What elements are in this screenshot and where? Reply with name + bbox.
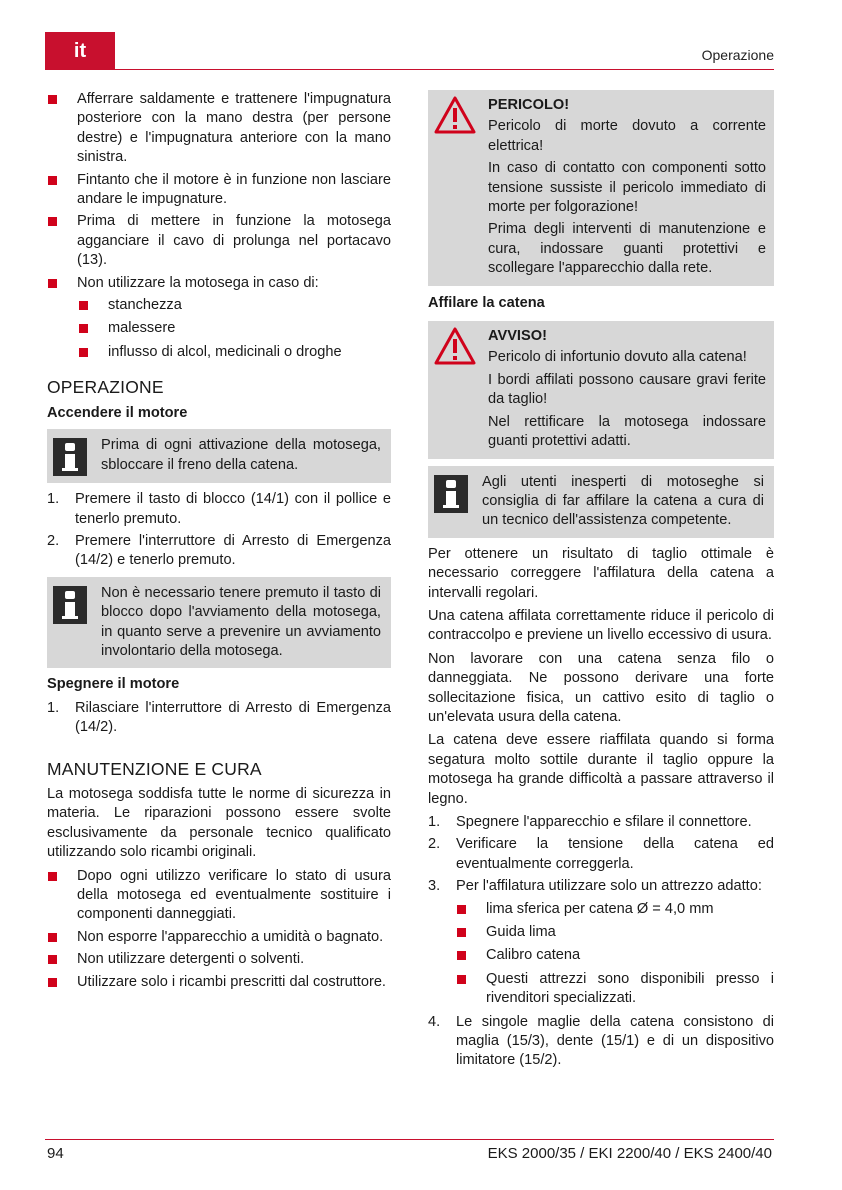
step-item: 2. Premere l'interruttore di Arresto di Emergenza (14/2) e tenerlo premuto. [47, 532, 391, 569]
start-motor-heading: Accendere il motore [47, 404, 188, 421]
paragraph: La catena deve essere riaffilata quando si forma segatura molto sottile durante il taglio oppure la motosega ha grande difficoltà a passare attraverso il legno. [428, 732, 774, 807]
left-column [47, 90, 391, 995]
step-item: 4. Le singole maglie della catena consistono di maglia (15/3), dente (15/1) e di un dispositivo limitatore (15/2). [428, 1013, 774, 1069]
list-item: Non utilizzare detergenti o solventi. [47, 950, 391, 969]
header-divider [45, 69, 774, 70]
tool-item: Calibro catena [456, 946, 774, 965]
list-item [47, 274, 391, 363]
sub-list-item: stanchezza [78, 296, 391, 315]
list-item-text: Non utilizzare la motosega in caso di: [77, 274, 319, 291]
section-title: Operazione [701, 47, 774, 63]
info-icon [53, 586, 87, 624]
info-note-sharpen [428, 466, 774, 538]
sub-list-item: malessere [78, 319, 391, 338]
manutenzione-heading: MANUTENZIONE E CURA [47, 758, 262, 779]
info-note-text: Non è necessario tenere premuto il tasto di blocco dopo l'avviamento della motosega, in quanto serve a prevenire un avviamento involontario della motosega. [101, 584, 381, 659]
danger-text: In caso di contatto con componenti sotto tensione sussiste il pericolo immediato di morte per folgorazione! [488, 160, 766, 216]
intro-bullet-list [47, 90, 391, 362]
sub-bullet-list [47, 296, 391, 362]
warning-triangle-icon [434, 327, 478, 454]
page-number: 94 [47, 1145, 64, 1162]
language-tab: it [45, 32, 115, 70]
step-item: 3. Per l'affilatura utilizzare solo un attrezzo adatto: lima sferica per catena Ø = 4,0 mm Guida lima Calibro catena Questi attrezzi sono disponibili presso i rivenditori specializzati. [428, 877, 774, 1008]
manutenzione-intro: La motosega soddisfa tutte le norme di sicurezza in materia. Le riparazioni possono essere svolte esclusivamente da personale tecnico qualificato utilizzando solo ricambi originali. [47, 785, 391, 861]
manutenzione-bullet-list [47, 867, 391, 992]
warning-text: Nel rettificare la motosega indossare guanti protettivi adatti. [488, 413, 766, 450]
info-note-brake [47, 429, 391, 483]
danger-text: Pericolo di morte dovuto a corrente elettrica! [488, 118, 766, 154]
sharpen-steps [428, 813, 774, 1071]
stop-steps [47, 699, 391, 738]
right-column [428, 90, 774, 1074]
operazione-heading: OPERAZIONE [47, 377, 164, 398]
warning-box [428, 321, 774, 458]
step-item: 2. Verificare la tensione della catena ed eventualmente correggerla. [428, 836, 774, 872]
warning-title: AVVISO! [488, 328, 547, 345]
list-item: Dopo ogni utilizzo verificare lo stato di usura della motosega ed eventualmente sostituire i componenti danneggiati. [47, 867, 391, 925]
step-item: 1. Premere il tasto di blocco (14/1) con il pollice e tenerlo premuto. [47, 491, 391, 527]
info-icon [53, 438, 87, 476]
footer-model-names: EKS 2000/35 / EKI 2200/40 / EKS 2400/40 [487, 1145, 772, 1162]
list-item: Afferrare saldamente e trattenere l'impugnatura posteriore con la mano destra (per persone destre) e l'impugnatura anteriore con la mano sinistra. [47, 90, 391, 168]
paragraph: Una catena affilata correttamente riduce il pericolo di contraccolpo e previene un livello eccessivo di usura. [428, 607, 774, 644]
warning-triangle-icon [434, 96, 478, 282]
info-icon [434, 475, 468, 513]
tool-item: lima sferica per catena Ø = 4,0 mm [456, 900, 774, 919]
tool-item: Questi attrezzi sono disponibili presso i rivenditori specializzati. [456, 970, 774, 1009]
step-item: 1. Spegnere l'apparecchio e sfilare il connettore. [428, 814, 752, 830]
step-item: 1. Rilasciare l'interruttore di Arresto di Emergenza (14/2). [47, 699, 391, 736]
paragraph: Per ottenere un risultato di taglio ottimale è necessario correggere l'affilatura della catena a intervalli regolari. [428, 545, 774, 601]
list-item: Utilizzare solo i ricambi prescritti dal costruttore. [47, 973, 391, 992]
stop-motor-heading: Spegnere il motore [47, 676, 180, 693]
danger-text: Prima degli interventi di manutenzione e cura, indossare guanti protettivi e scollegare l'apparecchio dalla rete. [488, 221, 766, 277]
footer-divider [45, 1139, 774, 1140]
info-note-text: Agli utenti inesperti di motoseghe si consiglia di far affilare la catena a cura di un tecnico dell'assistenza competente. [482, 473, 764, 529]
danger-box [428, 90, 774, 286]
list-item: Non esporre l'apparecchio a umidità o bagnato. [47, 928, 391, 947]
paragraph: Non lavorare con una catena senza filo o danneggiata. Ne possono derivare una forte sollecitazione fisica, un cattivo esito di taglio o un'elevata usura della catena. [428, 650, 774, 725]
sharpen-heading: Affilare la catena [428, 294, 545, 311]
warning-text: Pericolo di infortunio dovuto alla catena! [488, 349, 747, 366]
warning-text: I bordi affilati possono causare gravi ferite da taglio! [488, 371, 766, 408]
tool-item: Guida lima [456, 923, 774, 942]
list-item: Prima di mettere in funzione la motosega agganciare il cavo di prolunga nel portacavo (13). [47, 212, 391, 270]
info-note-lock-button [47, 577, 391, 669]
info-note-text: Prima di ogni attivazione della motosega, sbloccare il freno della catena. [101, 437, 381, 473]
danger-title: PERICOLO! [488, 97, 570, 113]
tools-list [425, 900, 774, 1009]
sub-list-item: influsso di alcol, medicinali o droghe [78, 343, 391, 362]
start-steps [47, 490, 391, 571]
list-item: Fintanto che il motore è in funzione non lasciare andare le impugnature. [47, 171, 391, 210]
